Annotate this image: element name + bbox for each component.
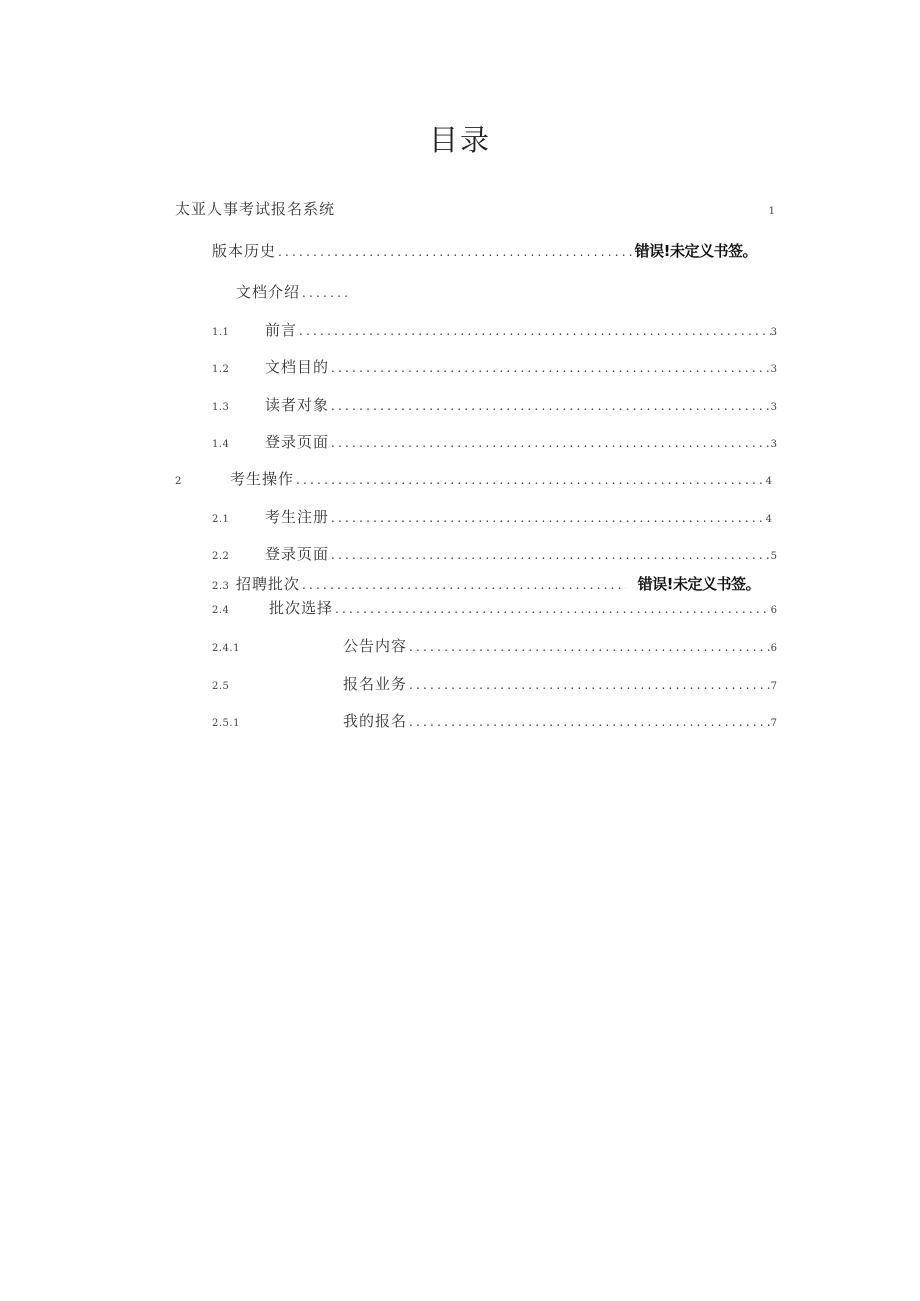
toc-entry-page: 1 — [768, 206, 775, 217]
toc-entry[interactable] — [212, 597, 777, 619]
toc-entry-page: 3 — [770, 364, 777, 375]
toc-entry-page: 5 — [770, 551, 777, 562]
toc-entry-page: 3 — [770, 402, 777, 413]
toc-leader-dots — [331, 436, 771, 450]
toc-entry-page: 4 — [765, 514, 772, 525]
toc-entry-number: 2.5.1 — [212, 718, 240, 729]
toc-entry-text: 读者对象 — [265, 396, 330, 414]
toc-error-text: 错误!未定义书签。 — [637, 575, 760, 593]
toc-entry[interactable] — [212, 543, 777, 565]
toc-entry-text: 我的报名 — [343, 712, 408, 730]
toc-leader-dots — [409, 678, 771, 692]
toc-entry[interactable] — [212, 506, 772, 528]
toc-entry[interactable] — [212, 431, 777, 453]
toc-entry-number: 2.2 — [212, 551, 230, 562]
toc-entry[interactable] — [236, 281, 436, 303]
toc-leader-dots — [302, 286, 352, 300]
toc-entry[interactable] — [212, 356, 777, 378]
toc-leader-dots — [299, 324, 771, 338]
toc-entry-number: 2.4.1 — [212, 643, 240, 654]
toc-leader-dots — [335, 602, 771, 616]
toc-entry-number: 1.2 — [212, 364, 230, 375]
toc-leader-dots — [278, 245, 635, 259]
toc-entry[interactable] — [212, 319, 777, 341]
toc-entry[interactable] — [175, 468, 772, 490]
toc-entry-number: 1.3 — [212, 402, 230, 413]
toc-entry-number: 1.1 — [212, 327, 230, 338]
toc-entry-text: 版本历史 — [212, 242, 277, 260]
toc-entry-text: 公告内容 — [343, 637, 408, 655]
toc-entry-text: 文档目的 — [265, 358, 330, 376]
toc-entry[interactable] — [212, 394, 777, 416]
toc-entry-page: 6 — [770, 605, 777, 616]
toc-leader-dots — [296, 473, 766, 487]
toc-entry[interactable] — [212, 635, 777, 657]
toc-leader-dots — [409, 715, 771, 729]
toc-entry[interactable] — [175, 198, 775, 220]
toc-entry-page: 4 — [765, 476, 772, 487]
toc-entry-page: 6 — [770, 643, 777, 654]
toc-entry-number: 2.4 — [212, 605, 230, 616]
toc-entry-page: 3 — [770, 439, 777, 450]
toc-entry-text: 批次选择 — [269, 599, 334, 617]
toc-leader-dots — [331, 548, 771, 562]
toc-entry-page: 7 — [770, 681, 777, 692]
toc-entry-text: 登录页面 — [265, 433, 330, 451]
toc-entry-text: 文档介绍 — [236, 283, 301, 301]
toc-leader-dots — [409, 640, 771, 654]
toc-leader-dots — [331, 511, 766, 525]
toc-entry-text: 太亚人事考试报名系统 — [175, 200, 336, 218]
toc-entry-text: 考生注册 — [265, 508, 330, 526]
toc-entry[interactable] — [212, 710, 777, 732]
toc-error-text: 错误!未定义书签。 — [634, 242, 757, 260]
toc-entry[interactable] — [212, 573, 760, 595]
toc-entry-text: 报名业务 — [343, 675, 408, 693]
toc-entry-text: 考生操作 — [230, 470, 295, 488]
toc-entry-number: 1.4 — [212, 439, 230, 450]
toc-entry-number: 2.5 — [212, 681, 230, 692]
toc-entry-page: 7 — [770, 718, 777, 729]
toc-entry[interactable] — [212, 240, 757, 262]
page-title: 目录 — [428, 123, 491, 157]
toc-entry-text: 前言 — [265, 321, 298, 339]
toc-leader-dots — [331, 399, 771, 413]
toc-entry-text: 登录页面 — [265, 545, 330, 563]
toc-entry-text: 招聘批次 — [236, 575, 301, 593]
toc-entry-number: 2.3 — [212, 581, 230, 592]
toc-leader-dots — [302, 578, 626, 592]
toc-leader-dots — [331, 361, 771, 375]
toc-entry-number: 2 — [175, 476, 182, 487]
toc-entry[interactable] — [212, 673, 777, 695]
toc-entry-page: 3 — [770, 327, 777, 338]
toc-entry-number: 2.1 — [212, 514, 230, 525]
